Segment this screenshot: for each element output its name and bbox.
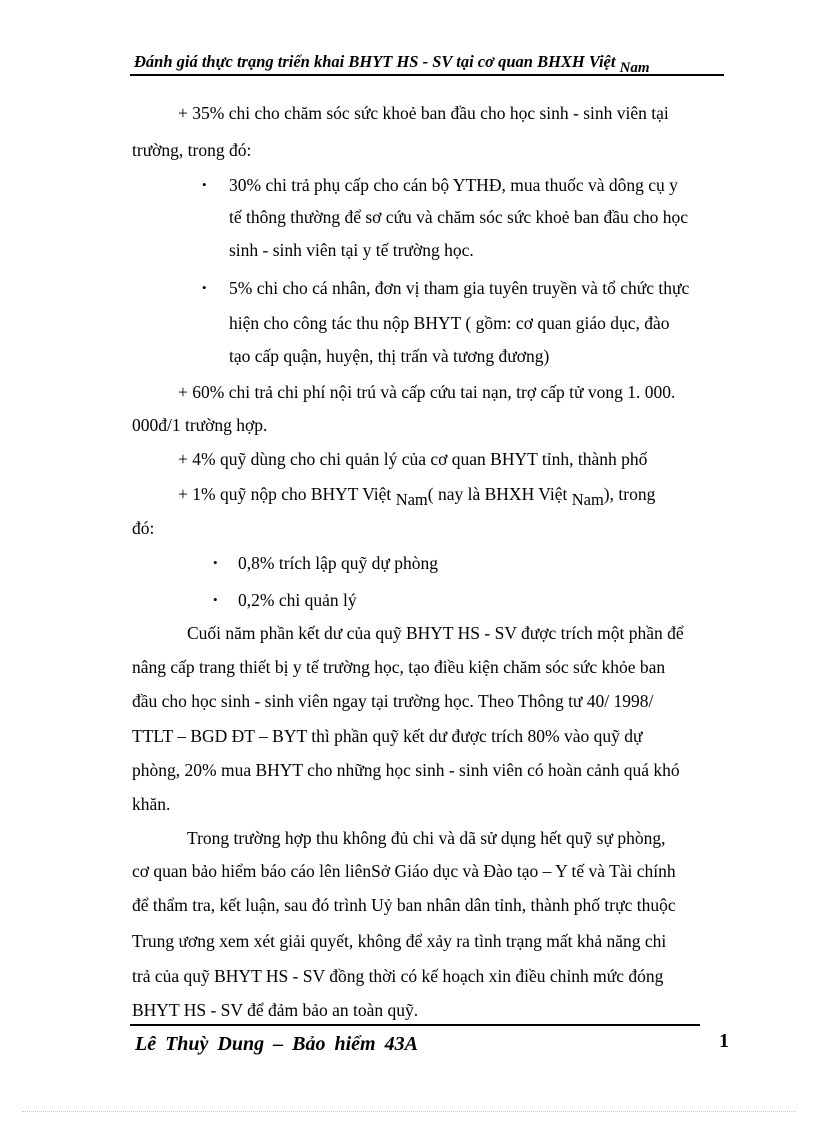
text-line: đó: [132,518,155,538]
text-line: Trung ương xem xét giải quyết, không để xảy ra tình trạng mất khả năng chi [132,931,667,951]
text-segment: Nam [571,490,604,509]
text-segment: + 1% quỹ nộp cho BHYT Việt [178,484,396,504]
text-line: nâng cấp trang thiết bị y tế trường học, tạo điều kiện chăm sóc sức khỏe ban [132,657,666,677]
header-title-tail: Nam [619,60,650,76]
bullet-icon: • [202,280,207,295]
footer-author: Lê Thuỳ Dung – Bảo hiểm 43A [135,1033,418,1055]
footer-rule [130,1024,700,1026]
page-header [134,52,650,76]
text-line: Trong trường hợp thu không đủ chi và dã sử dụng hết quỹ sự phòng, [187,828,666,848]
text-line: đầu cho học sinh - sinh viên ngay tại trường học. Theo Thông tư 40/ 1998/ [132,691,654,711]
text-line: trả của quỹ BHYT HS - SV đồng thời có kế hoạch xin điều chỉnh mức đóng [132,966,664,986]
text-line: tạo cấp quận, huyện, thị trấn và tương đương) [229,346,550,366]
page-bottom-dotted-rule [22,1111,796,1112]
header-rule [130,74,724,76]
text-line: TTLT – BGD ĐT – BYT thì phần quỹ kết dư được trích 80% vào quỹ dự [132,726,643,746]
text-line: cơ quan bảo hiểm báo cáo lên liênSở Giáo dục và Đào tạo – Y tế và Tài chính [132,861,676,881]
text-line: 0,8% trích lập quỹ dự phòng [238,553,439,573]
text-line: sinh - sinh viên tại y tế trường học. [229,240,474,260]
text-line: tế thông thường để sơ cứu và chăm sóc sức khoẻ ban đầu cho học [229,207,689,227]
text-line: 5% chi cho cá nhân, đơn vị tham gia tuyên truyền và tổ chức thực [229,278,690,298]
text-line: phòng, 20% mua BHYT cho những học sinh - sinh viên có hoàn cảnh quá khó [132,760,680,780]
text-line: để thẩm tra, kết luận, sau đó trình Uỷ ban nhân dân tỉnh, thành phố trực thuộc [132,895,676,915]
text-line: + 4% quỹ dùng cho chi quản lý của cơ quan BHYT tỉnh, thành phố [178,449,648,469]
text-line: Cuối năm phần kết dư của quỹ BHYT HS - SV được trích một phần để [187,623,684,643]
header-title: Đánh giá thực trạng triển khai BHYT HS - SV tại cơ quan BHXH Việt [134,52,620,71]
bullet-icon: • [213,555,218,570]
text-line: 0,2% chi quản lý [238,590,357,610]
bullet-icon: • [213,592,218,607]
text-segment: ), trong [603,484,656,504]
text-segment: Nam [395,490,428,509]
text-line: trường, trong đó: [132,140,252,160]
text-line [178,484,656,509]
text-line: 30% chi trả phụ cấp cho cán bộ YTHĐ, mua thuốc và dông cụ y [229,175,678,195]
bullet-icon: • [202,177,207,192]
text-line: BHYT HS - SV để đảm bảo an toàn quỹ. [132,1000,419,1020]
page-number: 1 [719,1030,729,1052]
text-line: hiện cho công tác thu nộp BHYT ( gồm: cơ quan giáo dục, đào [229,313,670,333]
text-line: 000đ/1 trường hợp. [132,415,268,435]
text-segment: ( nay là BHXH Việt [427,484,572,504]
text-line: + 60% chi trả chi phí nội trú và cấp cứu tai nạn, trợ cấp tử vong 1. 000. [178,382,676,402]
text-line: + 35% chi cho chăm sóc sức khoẻ ban đầu cho học sinh - sinh viên tại [178,103,669,123]
text-line: khăn. [132,794,171,814]
